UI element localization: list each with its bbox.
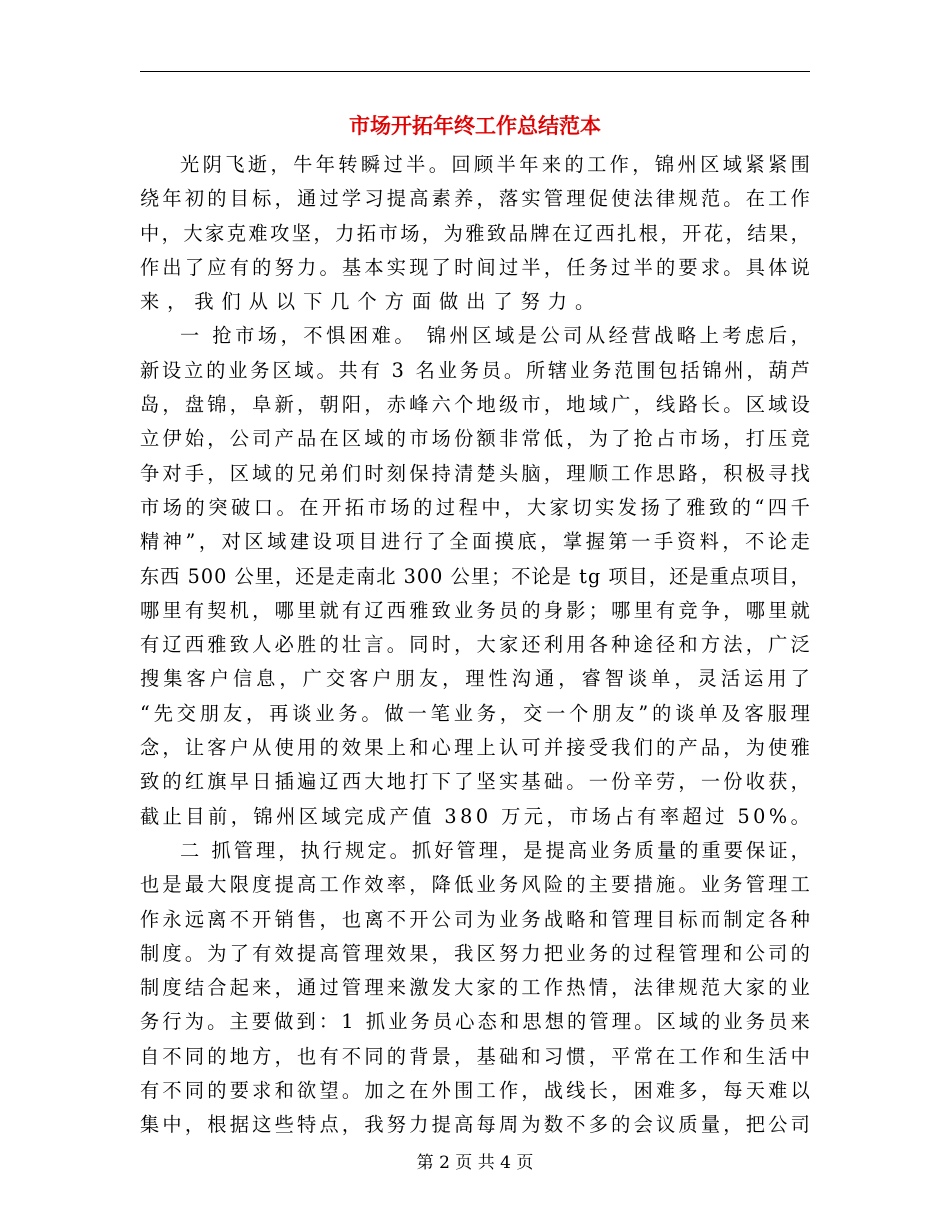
text-line: 制度结合起来，通过管理来激发大家的工作热情，法律规范大家的业 xyxy=(140,976,814,1000)
text-line: 有辽西雅致人必胜的壮言。同时，大家还利用各种途径和方法，广泛 xyxy=(140,633,814,657)
document-body xyxy=(140,148,814,1143)
text-line: “先交朋友，再谈业务。做一笔业务，交一个朋友”的谈单及客服理 xyxy=(140,701,814,725)
text-line: 作永远离不开销售，也离不开公司为业务战略和管理目标而制定各种 xyxy=(140,907,814,931)
text-line: 新设立的业务区域。共有 3 名业务员。所辖业务范围包括锦州，葫芦 xyxy=(140,358,813,382)
text-line: 也是最大限度提高工作效率，降低业务风险的主要措施。业务管理工 xyxy=(140,873,814,897)
text-line: 绕年初的目标，通过学习提高素养，落实管理促使法律规范。在工作 xyxy=(140,187,814,211)
text-line: 截止目前，锦州区域完成产值 380 万元，市场占有率超过 50%。 xyxy=(140,804,814,828)
text-line: 争对手，区域的兄弟们时刻保持清楚头脑，理顺工作思路，积极寻找 xyxy=(140,461,814,485)
text-line: 一 抢市场，不惧困难。 锦州区域是公司从经营战略上考虑后， xyxy=(180,324,814,348)
document-title: 市场开拓年终工作总结范本 xyxy=(349,113,601,138)
text-line: 致的红旗早日插遍辽西大地打下了坚实基础。一份辛劳，一份收获， xyxy=(140,770,814,794)
text-line: 作出了应有的努力。基本实现了时间过半，任务过半的要求。具体说 xyxy=(140,255,814,279)
text-line: 岛，盘锦，阜新，朝阳，赤峰六个地级市，地域广，线路长。区域设 xyxy=(140,393,814,417)
text-line: 来，我们从以下几个方面做出了努力。 xyxy=(140,290,603,314)
text-line: 东西 500 公里，还是走南北 300 公里；不论是 tg 项目，还是重点项目， xyxy=(140,564,811,588)
text-line: 念，让客户从使用的效果上和心理上认可并接受我们的产品，为使雅 xyxy=(140,736,814,760)
text-line: 有不同的要求和欲望。加之在外围工作，战线长，困难多，每天难以 xyxy=(140,1079,814,1103)
text-line: 光阴飞逝，牛年转瞬过半。回顾半年来的工作，锦州区域紧紧围 xyxy=(180,153,814,176)
text-line: 自不同的地方，也有不同的背景，基础和习惯，平常在工作和生活中 xyxy=(140,1044,814,1068)
text-line: 市场的突破口。在开拓市场的过程中，大家切实发扬了雅致的“四千 xyxy=(140,495,814,519)
text-line: 立伊始，公司产品在区域的市场份额非常低，为了抢占市场，打压竞 xyxy=(140,427,814,451)
text-line: 搜集客户信息，广交客户朋友，理性沟通，睿智谈单，灵活运用了 xyxy=(140,667,814,691)
text-line: 务行为。主要做到：1 抓业务员心态和思想的管理。区域的业务员来 xyxy=(140,1010,813,1034)
text-line: 制度。为了有效提高管理效果，我区努力把业务的过程管理和公司的 xyxy=(140,941,814,965)
text-line: 二 抓管理，执行规定。抓好管理，是提高业务质量的重要保证， xyxy=(180,838,813,862)
text-line: 精神”，对区域建设项目进行了全面摸底，掌握第一手资料，不论走 xyxy=(140,530,814,554)
text-line: 集中，根据这些特点，我努力提高每周为数不多的会议质量，把公司 xyxy=(140,1113,814,1137)
header-rule xyxy=(140,71,810,72)
text-line: 哪里有契机，哪里就有辽西雅致业务员的身影；哪里有竞争，哪里就 xyxy=(140,598,814,622)
page-number: 第 2 页 共 4 页 xyxy=(416,1153,534,1173)
text-line: 中，大家克难攻坚，力拓市场，为雅致品牌在辽西扎根，开花，结果， xyxy=(140,221,813,245)
